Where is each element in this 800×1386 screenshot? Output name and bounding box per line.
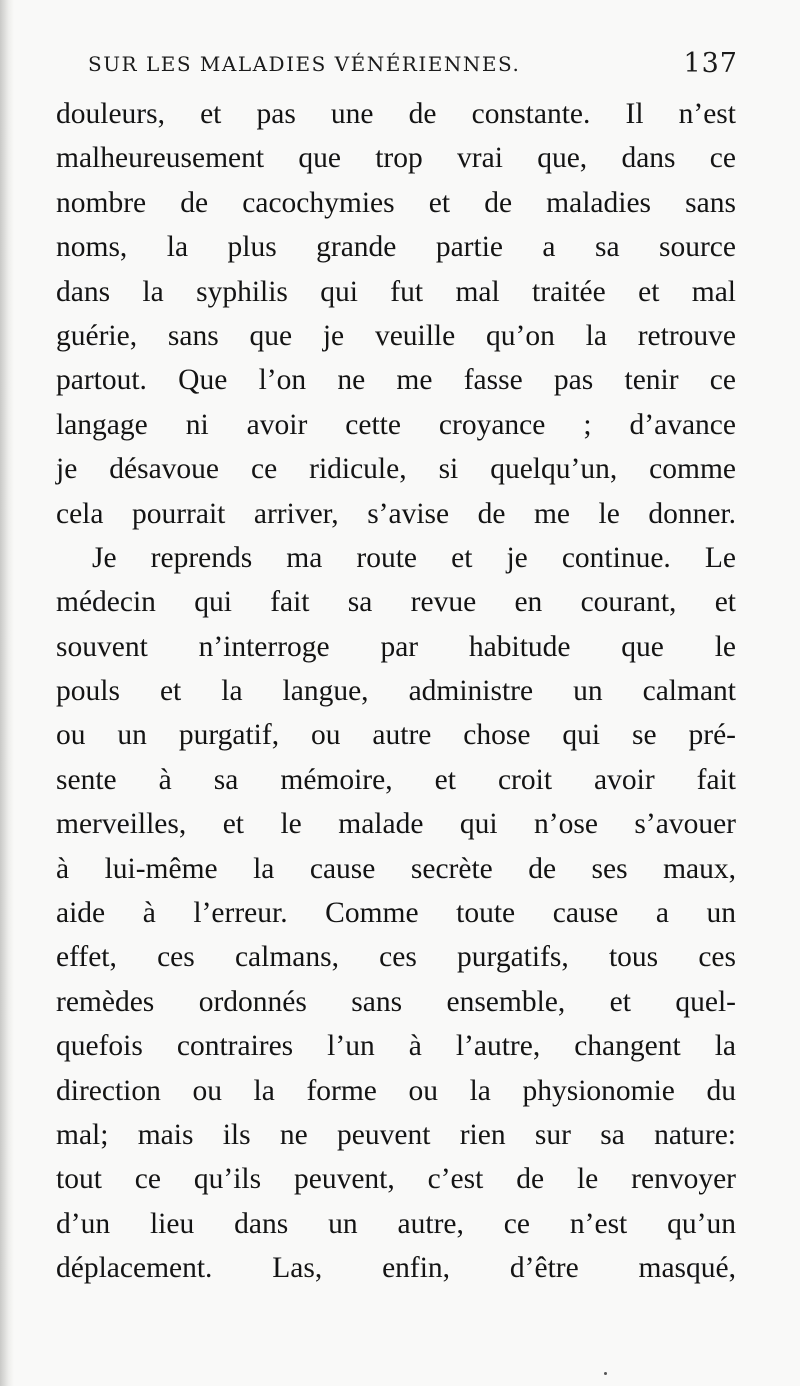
text-line: médecin qui fait sa revue en courant, et	[56, 586, 736, 619]
text-line: nombre de cacochymies et de maladies sans	[56, 186, 736, 219]
text-line: je désavoue ce ridicule, si quelqu’un, comme	[56, 453, 736, 486]
text-line: déplacement. Las, enfin, d’être masqué,	[56, 1252, 736, 1285]
text-line: quefois contraires l’un à l’autre, changent la	[56, 1030, 736, 1063]
text-line: à lui-même la cause secrète de ses maux,	[56, 852, 736, 885]
text-line: pouls et la langue, administre un calmant	[56, 675, 736, 708]
text-line: remèdes ordonnés sans ensemble, et quel-	[56, 985, 736, 1018]
text-line: ou un purgatif, ou autre chose qui se pré-	[56, 719, 736, 752]
ink-speck	[604, 1372, 607, 1375]
text-line: guérie, sans que je veuille qu’on la retrouve	[56, 319, 736, 352]
text-line: douleurs, et pas une de constante. Il n’est	[56, 98, 736, 130]
text-line: noms, la plus grande partie a sa source	[56, 231, 736, 264]
text-line: sente à sa mémoire, et croit avoir fait	[56, 763, 736, 796]
text-line: langage ni avoir cette croyance ; d’avance	[56, 408, 736, 441]
text-line: merveilles, et le malade qui n’ose s’avouer	[56, 808, 736, 841]
body-text	[56, 92, 736, 1291]
page-gutter-shadow	[0, 0, 14, 1386]
text-line: effet, ces calmans, ces purgatifs, tous ces	[56, 941, 736, 974]
page-header	[88, 48, 738, 82]
text-line: direction ou la forme ou la physionomie du	[56, 1074, 736, 1107]
text-line: tout ce qu’ils peuvent, c’est de le renvoyer	[56, 1163, 736, 1196]
text-line: souvent n’interroge par habitude que le	[56, 630, 736, 663]
text-line: mal; mais ils ne peuvent rien sur sa nature:	[56, 1118, 736, 1151]
text-line: aide à l’erreur. Comme toute cause a un	[56, 897, 736, 930]
text-line: partout. Que l’on ne me fasse pas tenir ce	[56, 364, 736, 397]
paragraph-end-line: cela pourrait arriver, s’avise de me le donner.	[56, 497, 736, 530]
page-number: 137	[683, 48, 738, 79]
text-line: dans la syphilis qui fut mal traitée et mal	[56, 275, 736, 308]
text-line: d’un lieu dans un autre, ce n’est qu’un	[56, 1207, 736, 1240]
paragraph-first-line: Je reprends ma route et je continue. Le	[92, 541, 736, 574]
text-line: malheureusement que trop vrai que, dans ce	[56, 142, 736, 175]
running-title: SUR LES MALADIES VÉNÉRIENNES.	[88, 52, 521, 76]
